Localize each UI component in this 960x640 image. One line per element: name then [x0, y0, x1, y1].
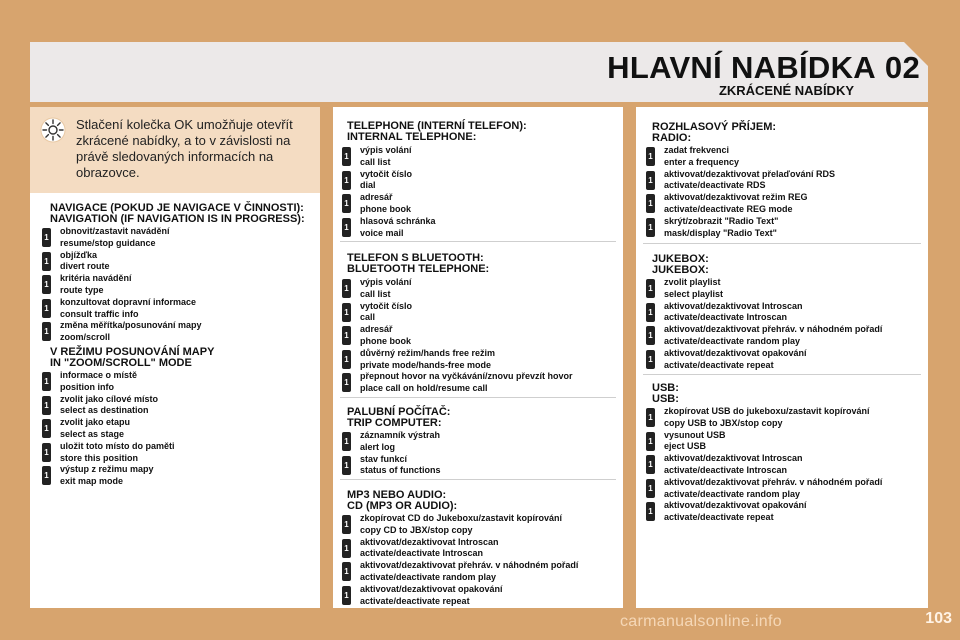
list-item: eject USB — [664, 441, 707, 452]
list-item: výstup z režimu mapy — [60, 464, 154, 475]
list-item: call — [360, 312, 376, 323]
list-item: divert route — [60, 261, 110, 272]
list-item: mask/display "Radio Text" — [664, 227, 777, 238]
button-1-icon: 1 — [646, 432, 655, 451]
button-1-icon: 1 — [646, 194, 655, 213]
info-note — [30, 107, 320, 193]
divider — [643, 243, 921, 244]
button-1-icon: 1 — [42, 419, 51, 438]
list-item: activate/deactivate repeat — [664, 359, 774, 370]
jukebox-items — [664, 277, 882, 371]
button-1-icon: 1 — [42, 443, 51, 462]
list-item: call list — [360, 288, 391, 299]
list-item: zkopírovat USB do jukeboxu/zastavit kopírování — [664, 406, 870, 416]
list-item: záznamník výstrah — [360, 430, 441, 440]
list-item: aktivovat/dezaktivovat Introscan — [664, 453, 803, 464]
list-item: aktivovat/dezaktivovat opakování — [664, 347, 807, 358]
list-item: aktivovat/dezaktivovat přelaďování RDS — [664, 168, 836, 179]
button-1-icon: 1 — [342, 147, 351, 166]
usb-items — [664, 406, 882, 524]
button-1-icon: 1 — [342, 456, 351, 475]
button-1-icon: 1 — [342, 539, 351, 558]
list-item: call list — [360, 156, 391, 167]
list-item: přepnout hovor na vyčkávání/znovu převzít hovor — [360, 371, 573, 382]
button-1-icon: 1 — [342, 326, 351, 345]
button-1-icon: 1 — [342, 515, 351, 534]
divider — [340, 241, 616, 242]
divider — [643, 374, 921, 375]
button-1-icon: 1 — [342, 373, 351, 392]
button-1-icon: 1 — [342, 194, 351, 213]
list-item: adresář — [360, 192, 393, 203]
list-item: aktivovat/dezaktivovat režim REG — [664, 192, 808, 203]
list-item: copy CD to JBX/stop copy — [360, 524, 473, 535]
list-item: activate/deactivate random play — [664, 488, 801, 499]
button-1-icon: 1 — [646, 171, 655, 190]
list-item: adresář — [360, 324, 393, 335]
radio-title-en: RADIO: — [652, 132, 692, 144]
bluetooth-title-en: BLUETOOTH TELEPHONE: — [347, 263, 490, 275]
page-subtitle: ZKRÁCENÉ NABÍDKY — [718, 83, 854, 98]
button-1-icon: 1 — [646, 455, 655, 474]
list-item: status of functions — [360, 465, 441, 476]
list-item: activate/deactivate repeat — [360, 595, 470, 606]
jukebox-title-cz: JUKEBOX: — [652, 253, 709, 265]
list-item: place call on hold/resume call — [360, 383, 488, 394]
list-item: resume/stop guidance — [60, 237, 156, 248]
usb-title-en: USB: — [652, 393, 679, 405]
watermark: carmanualsonline.info — [620, 613, 782, 630]
divider — [340, 479, 616, 480]
nav-title-cz: NAVIGACE (POKUD JE NAVIGACE V ČINNOSTI): — [50, 202, 304, 214]
list-item: enter a frequency — [664, 156, 740, 167]
list-item: stav funkcí — [360, 453, 408, 464]
chapter-number: 02 — [884, 50, 920, 85]
button-1-icon: 1 — [42, 466, 51, 485]
button-1-icon: 1 — [646, 479, 655, 498]
list-item: store this position — [60, 452, 139, 463]
list-item: zvolit jako cílové místo — [60, 393, 159, 404]
jukebox-title-en: JUKEBOX: — [652, 264, 709, 276]
usb-title-cz: USB: — [652, 382, 679, 394]
button-1-icon: 1 — [342, 586, 351, 605]
button-1-icon: 1 — [342, 171, 351, 190]
button-1-icon: 1 — [342, 279, 351, 298]
zoom-title-cz: V REŽIMU POSUNOVÁNÍ MAPY — [50, 346, 215, 358]
list-item: private mode/hands-free mode — [360, 359, 492, 370]
button-1-icon: 1 — [646, 279, 655, 298]
list-item: aktivovat/dezaktivovat Introscan — [360, 536, 499, 547]
bluetooth-title-cz: TELEFON S BLUETOOTH: — [347, 252, 484, 264]
title-text: HLAVNÍ NABÍDKA — [607, 50, 876, 85]
list-item: změna měřítka/posunování mapy — [60, 320, 202, 331]
button-1-icon: 1 — [646, 408, 655, 427]
list-item: alert log — [360, 441, 396, 452]
list-item: aktivovat/dezaktivovat přehráv. v náhodném pořadí — [664, 324, 883, 335]
nav-items — [60, 226, 202, 344]
button-1-icon: 1 — [646, 502, 655, 521]
zoom-items — [60, 370, 175, 488]
list-item: kritéria navádění — [60, 273, 132, 284]
telephone-items — [360, 145, 436, 239]
note-text: Stlačení kolečka OK umožňuje otevřít zkrácené nabídky, a to v závislosti na právě sledovaných informacích na obrazovce. — [76, 117, 293, 180]
trip-title-en: TRIP COMPUTER: — [347, 417, 442, 429]
trip-title-cz: PALUBNÍ POČÍTAČ: — [347, 406, 451, 418]
list-item: aktivovat/dezaktivovat opakování — [360, 583, 503, 594]
list-item: zvolit jako etapu — [60, 417, 131, 428]
list-item: aktivovat/dezaktivovat přehráv. v náhodném pořadí — [664, 476, 883, 487]
page-title — [560, 50, 920, 86]
button-1-icon: 1 — [646, 350, 655, 369]
list-item: phone book — [360, 335, 411, 346]
list-item: consult traffic info — [60, 308, 139, 319]
list-item: select as destination — [60, 405, 149, 416]
list-item: activate/deactivate REG mode — [664, 203, 793, 214]
button-1-icon: 1 — [646, 326, 655, 345]
list-item: informace o místě — [60, 370, 138, 380]
list-item: výpis volání — [360, 277, 412, 287]
list-item: activate/deactivate RDS — [664, 180, 766, 191]
list-item: activate/deactivate Introscan — [664, 464, 788, 475]
sun-icon — [40, 117, 66, 143]
list-item: aktivovat/dezaktivovat opakování — [664, 500, 807, 511]
telephone-title-cz: TELEPHONE (INTERNÍ TELEFON): — [347, 120, 527, 132]
list-item: position info — [60, 381, 114, 392]
divider — [340, 397, 616, 398]
radio-title-cz: ROZHLASOVÝ PŘÍJEM: — [652, 121, 777, 133]
list-item: zoom/scroll — [60, 332, 111, 343]
button-1-icon: 1 — [42, 396, 51, 415]
page-number: 103 — [925, 610, 952, 627]
list-item: vytočit číslo — [360, 300, 413, 311]
zoom-title-en: IN "ZOOM/SCROLL" MODE — [50, 357, 192, 369]
list-item: uložit toto místo do paměti — [60, 440, 175, 451]
list-item: select as stage — [60, 428, 125, 439]
list-item: phone book — [360, 203, 411, 214]
list-item: výpis volání — [360, 145, 412, 155]
list-item: skrýt/zobrazit "Radio Text" — [664, 215, 779, 226]
list-item: activate/deactivate random play — [664, 335, 801, 346]
button-1-icon: 1 — [646, 303, 655, 322]
button-1-icon: 1 — [42, 228, 51, 247]
list-item: select playlist — [664, 288, 724, 299]
list-item: voice mail — [360, 227, 404, 238]
list-item: hlasová schránka — [360, 215, 436, 226]
list-item: aktivovat/dezaktivovat Introscan — [664, 300, 803, 311]
list-item: aktivovat/dezaktivovat přehráv. v náhodném pořadí — [360, 560, 579, 571]
button-1-icon: 1 — [342, 350, 351, 369]
telephone-title-en: INTERNAL TELEPHONE: — [347, 131, 477, 143]
list-item: copy USB to JBX/stop copy — [664, 417, 783, 428]
list-item: zadat frekvenci — [664, 145, 730, 155]
list-item: zkopírovat CD do Jukeboxu/zastavit kopírování — [360, 513, 563, 523]
radio-items — [664, 145, 835, 239]
list-item: objížďka — [60, 249, 97, 260]
list-item: exit map mode — [60, 476, 124, 487]
nav-title-en: NAVIGATION (IF NAVIGATION IS IN PROGRESS): — [50, 213, 305, 225]
list-item: konzultovat dopravní informace — [60, 296, 197, 307]
button-1-icon: 1 — [42, 252, 51, 271]
mp3-title-cz: MP3 NEBO AUDIO: — [347, 489, 447, 501]
button-1-icon: 1 — [42, 322, 51, 341]
list-item: route type — [60, 284, 104, 295]
list-item: dial — [360, 180, 376, 191]
list-item: activate/deactivate Introscan — [664, 312, 788, 323]
button-1-icon: 1 — [42, 299, 51, 318]
trip-items — [360, 430, 441, 477]
list-item: vysunout USB — [664, 429, 726, 440]
button-1-icon: 1 — [42, 275, 51, 294]
button-1-icon: 1 — [342, 303, 351, 322]
mp3-title-en: CD (MP3 OR AUDIO): — [347, 500, 458, 512]
list-item: obnovit/zastavit navádění — [60, 226, 170, 236]
list-item: activate/deactivate Introscan — [360, 548, 484, 559]
list-item: activate/deactivate repeat — [664, 512, 774, 523]
button-1-icon: 1 — [342, 562, 351, 581]
button-1-icon: 1 — [342, 432, 351, 451]
button-1-icon: 1 — [646, 147, 655, 166]
list-item: zvolit playlist — [664, 277, 721, 287]
button-1-icon: 1 — [342, 218, 351, 237]
mp3-items — [360, 513, 578, 607]
button-1-icon: 1 — [42, 372, 51, 391]
list-item: vytočit číslo — [360, 168, 413, 179]
list-item: důvěrný režim/hands free režim — [360, 347, 496, 358]
list-item: activate/deactivate random play — [360, 571, 497, 582]
button-1-icon: 1 — [646, 218, 655, 237]
bluetooth-items — [360, 277, 573, 395]
